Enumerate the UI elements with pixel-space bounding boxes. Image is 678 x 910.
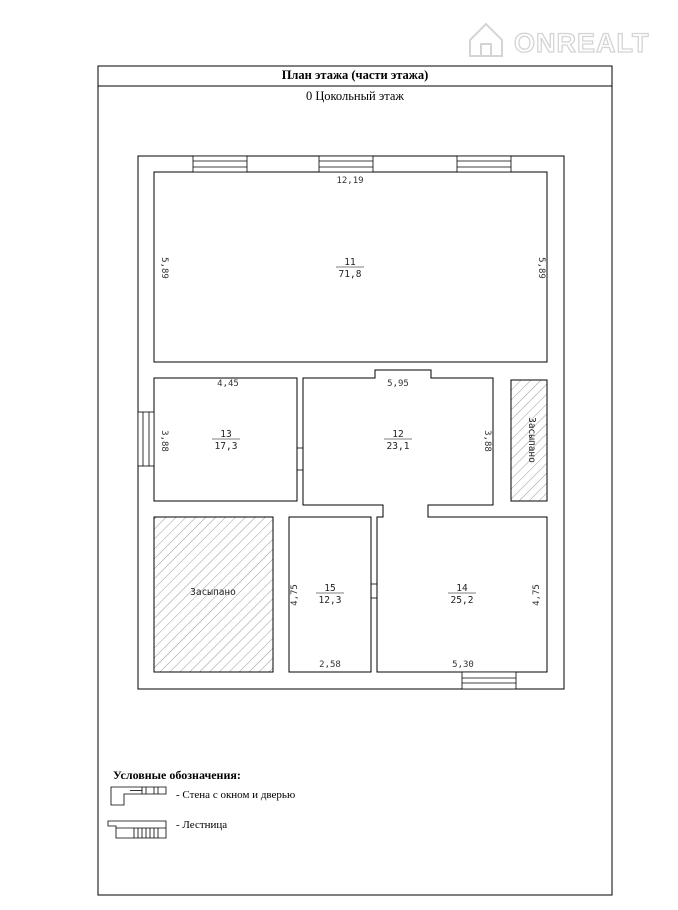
window-top-2 — [319, 156, 373, 172]
room-number: 12 — [392, 429, 404, 440]
room-area: 17,3 — [214, 441, 238, 452]
dim-room12-right: 3,88 — [482, 430, 492, 452]
dim-room13-left: 3,88 — [159, 430, 169, 452]
legend-title: Условные обозначения: — [113, 768, 241, 782]
room-area: 25,2 — [450, 595, 474, 606]
dim-room15-left: 4,75 — [290, 584, 300, 606]
watermark — [470, 24, 650, 58]
legend-item-stairs: - Лестница — [176, 819, 228, 831]
room-label-15 — [316, 583, 344, 606]
room-area: 12,3 — [318, 595, 342, 606]
filled-area-right-label: Засыпано — [526, 417, 537, 463]
room-area: 71,8 — [338, 269, 362, 280]
dim-top-width: 12,19 — [336, 176, 364, 186]
room-number: 15 — [324, 583, 336, 594]
legend — [108, 768, 295, 838]
dim-main-right: 5,89 — [536, 257, 546, 279]
floor-name: 0 Цокольный этаж — [305, 89, 405, 103]
doors — [297, 448, 377, 598]
room-label-11 — [336, 257, 364, 280]
watermark-text: ONREALT — [514, 28, 650, 58]
window-left — [138, 412, 154, 466]
room-area: 23,1 — [386, 441, 410, 452]
plan-title: План этажа (части этажа) — [281, 68, 429, 82]
room-number: 11 — [344, 257, 356, 268]
window-top-3 — [457, 156, 511, 172]
filled-area-left-label: Засыпано — [190, 587, 236, 598]
room-number: 14 — [456, 583, 468, 594]
dim-room14-right: 4,75 — [532, 584, 542, 606]
dim-corridor-top: 5,95 — [387, 379, 409, 389]
stairs-icon — [108, 821, 166, 838]
room-number: 13 — [220, 429, 232, 440]
dim-main-left: 5,89 — [159, 257, 169, 279]
window-top-1 — [193, 156, 247, 172]
dim-room14-bottom: 5,30 — [452, 660, 474, 670]
wall-window-door-icon — [111, 787, 166, 805]
dim-room15-bottom: 2,58 — [319, 660, 341, 670]
room-label-14 — [448, 583, 476, 606]
room-label-13 — [212, 429, 240, 452]
house-logo-icon — [470, 24, 502, 56]
dim-room13-top: 4,45 — [217, 379, 239, 389]
window-bottom — [462, 672, 516, 689]
room-label-12 — [384, 429, 412, 452]
legend-item-wall: - Стена с окном и дверью — [176, 789, 296, 801]
